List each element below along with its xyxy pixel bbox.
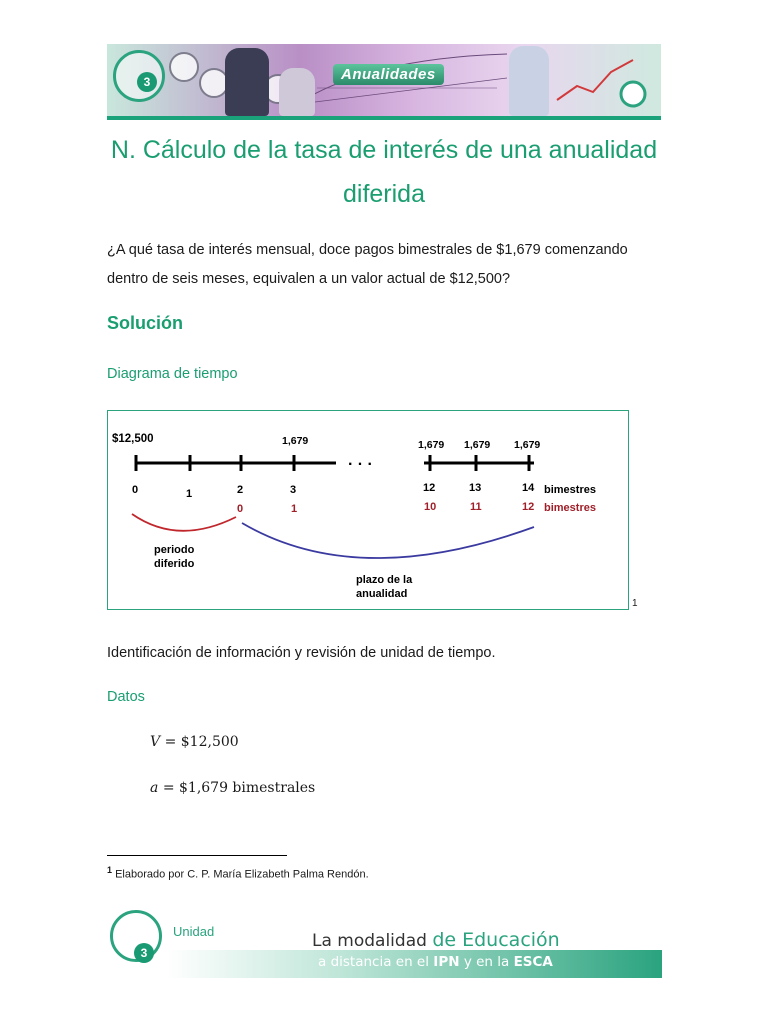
equation-payment: a = $1,679 bimestrales [150,780,316,796]
deferred-unit-label: bimestres [544,502,596,514]
period-label: 14 [522,482,535,494]
footer-subtagline-part: a distancia en el [318,954,429,970]
person-image [225,48,269,116]
deferred-period-label: 12 [522,501,535,513]
clock-icon [169,52,199,82]
page-title: N. Cálculo de la tasa de interés de una anualidad diferida [110,136,658,208]
annuity-term-text: plazo de la [356,574,413,586]
deferred-period-label: 10 [424,501,437,513]
footer-unit-number: 3 [134,943,154,963]
time-diagram [107,410,629,610]
banner-title: Anualidades [333,64,444,85]
deferred-period-label: 11 [470,501,482,513]
present-value-label: $12,500 [112,433,154,445]
annuity-term-text: anualidad [356,588,408,600]
person-image [279,68,315,116]
annuity-term-brace [242,523,534,558]
footnote [107,865,369,881]
period-label: 13 [469,482,482,494]
diagram-heading: Diagrama de tiempo [107,366,238,382]
person-image [509,46,549,116]
payment-label: 1,679 [514,439,541,451]
payment-label: 1,679 [418,439,445,451]
solution-heading: Solución [107,313,183,333]
growth-chart-icon [553,50,653,110]
ellipsis: · · · [348,456,373,473]
footer-subtagline-part: IPN [433,954,460,970]
footer-tagline-part: La modalidad [312,931,427,951]
header-banner [107,44,661,120]
equation-variable: a [150,780,159,796]
footer-tagline [312,929,560,951]
footer-subtagline [318,954,553,970]
payment-label: 1,679 [464,439,491,451]
footnote-reference: 1 [632,598,638,609]
equation-variable: V [150,734,161,750]
period-label: 1 [186,488,193,500]
equation-present-value: V = $12,500 [150,734,239,750]
data-heading: Datos [107,689,145,705]
periods-unit-label: bimestres [544,484,596,496]
period-label: 3 [290,484,297,496]
time-diagram-svg [108,411,630,611]
deferred-period-text: diferido [154,558,195,570]
footer-subtagline-part: ESCA [513,954,553,970]
unit-number-badge: 3 [137,72,157,92]
footer-tagline-part: de Educación [432,929,560,951]
footer-unit-label: Unidad [173,924,215,939]
identification-text: Identificación de información y revisión de unidad de tiempo. [107,645,496,661]
deferred-period-label: 0 [237,503,244,515]
footnote-number: 1 [107,865,113,875]
period-label: 2 [237,484,244,496]
equation-value: $1,679 bimestrales [179,780,316,796]
footnote-text: Elaborado por C. P. María Elizabeth Palma Rendón. [115,868,369,881]
deferred-period-brace [132,514,236,531]
payment-label: 1,679 [282,435,309,447]
footnote-divider [107,855,287,856]
deferred-period-text: periodo [154,544,195,556]
deferred-period-label: 1 [291,503,298,515]
problem-statement: ¿A qué tasa de interés mensual, doce pagos bimestrales de $1,679 comenzando dentro de seis meses, equivalen a un valor actual de $12,500? [107,242,628,287]
period-label: 0 [132,484,139,496]
period-label: 12 [423,482,436,494]
footer-subtagline-part: y en la [463,954,510,970]
equation-value: $12,500 [180,734,239,750]
